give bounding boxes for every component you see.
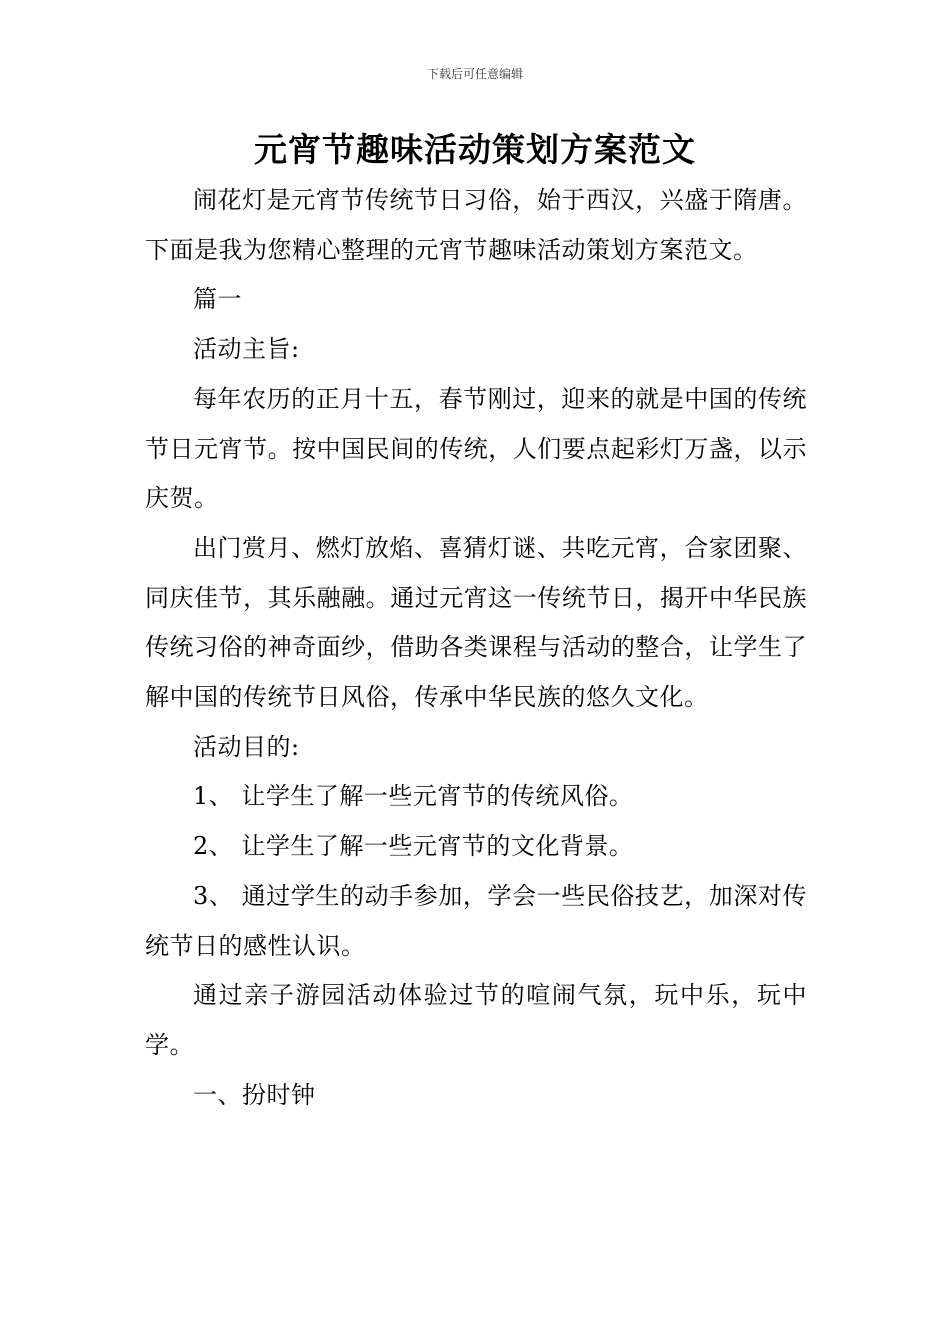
document-title: 元宵节趣味活动策划方案范文 <box>254 130 696 169</box>
paragraph-purpose-2: 出门赏月、燃灯放焰、喜猜灯谜、共吃元宵，合家团聚、同庆佳节，其乐融融。通过元宵这一传统节日，揭开中华民族传统习俗的神奇面纱，借助各类课程与活动的整合，让学生了解中国的传统节日风俗，传承中华民族的悠久文化。 <box>145 533 807 712</box>
list-item-goal-2: 2、 让学生了解一些元宵节的文化背景。 <box>193 832 634 861</box>
list-item-goal-1: 1、 让学生了解一些元宵节的传统风俗。 <box>193 782 634 811</box>
header-note: 下载后可任意编辑 <box>426 67 523 81</box>
paragraph-heading-purpose: 活动主旨: <box>193 335 300 364</box>
document-body <box>145 176 807 1120</box>
paragraph-section-label: 篇一 <box>193 285 242 314</box>
list-item-goal-3: 3、 通过学生的动手参加，学会一些民俗技艺，加深对传统节日的感性认识。 <box>145 881 807 960</box>
paragraph-purpose-1: 每年农历的正月十五，春节刚过，迎来的就是中国的传统节日元宵节。按中国民间的传统，人们要点起彩灯万盏，以示庆贺。 <box>145 384 807 513</box>
paragraph-activity-summary: 通过亲子游园活动体验过节的喧闹气氛，玩中乐，玩中学。 <box>145 981 807 1059</box>
paragraph-intro: 闹花灯是元宵节传统节日习俗，始于西汉，兴盛于隋唐。下面是我为您精心整理的元宵节趣味活动策划方案范文。 <box>145 186 807 264</box>
paragraph-subheading-clock: 一、扮时钟 <box>193 1080 316 1109</box>
paragraph-heading-goals: 活动目的: <box>193 732 300 761</box>
